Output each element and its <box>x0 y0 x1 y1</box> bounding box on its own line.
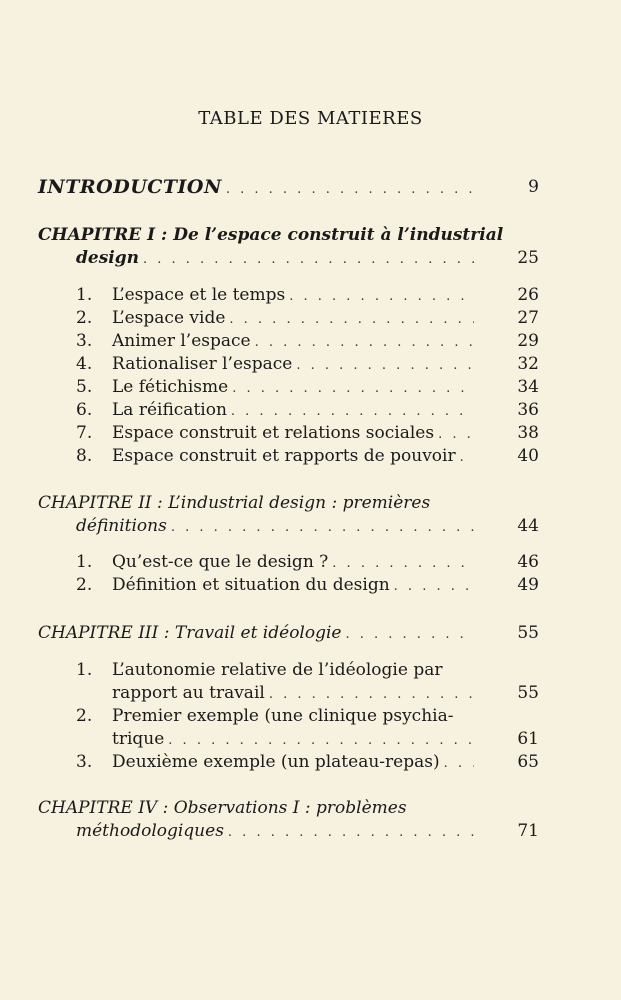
page-number: 29 <box>517 331 539 351</box>
dot-leader <box>255 332 474 354</box>
chapter-3-title <box>38 622 478 646</box>
entry-label: CHAPITRE III : Travail et idéologie <box>38 623 342 643</box>
section-number: 2. <box>76 575 93 595</box>
section-label: Espace construit et rapports de pouvoir <box>112 446 456 466</box>
toc-section-cont <box>112 728 478 752</box>
section-label: La réification <box>112 400 227 420</box>
dot-leader <box>444 753 474 775</box>
dot-leader <box>438 424 474 446</box>
section-number: 4. <box>76 354 93 374</box>
section-number: 6. <box>76 400 93 420</box>
dot-leader <box>168 730 474 752</box>
section-label: Rationaliser l’espace <box>112 354 293 374</box>
section-number: 3. <box>76 331 93 351</box>
toc-section <box>76 307 478 331</box>
dot-leader <box>394 576 474 598</box>
section-number: 3. <box>76 752 93 772</box>
toc-section <box>76 353 478 377</box>
section-label: Deuxième exemple (un plateau-repas) <box>112 752 440 772</box>
toc-section <box>76 659 442 681</box>
section-label: L’autonomie relative de l’idéologie par <box>112 660 443 680</box>
toc-section <box>76 284 478 308</box>
chapter-4-title-line2 <box>76 820 478 844</box>
chapter-1-title-line2 <box>76 247 478 271</box>
dot-leader <box>171 517 474 539</box>
page-number: 65 <box>517 752 539 772</box>
toc-section <box>76 751 478 775</box>
section-number: 1. <box>76 552 93 572</box>
section-label: Premier exemple (une clinique psychia- <box>112 706 454 726</box>
section-number: 2. <box>76 706 93 726</box>
dot-leader <box>229 309 474 331</box>
section-label-cont: trique <box>112 729 165 749</box>
page-number: 34 <box>517 377 539 397</box>
dot-leader <box>460 447 474 469</box>
dot-leader <box>296 355 474 377</box>
page-title: TABLE DES MATIERES <box>198 108 423 129</box>
section-label: L’espace et le temps <box>112 285 286 305</box>
section-label-cont: rapport au travail <box>112 683 265 703</box>
section-number: 2. <box>76 308 93 328</box>
page-number: 38 <box>517 423 539 443</box>
chapter-2-title-line1: CHAPITRE II : L’industrial design : premières <box>38 493 431 513</box>
section-number: 1. <box>76 285 93 305</box>
entry-label: INTRODUCTION <box>38 176 222 198</box>
chapter-4-title-line1: CHAPITRE IV : Observations I : problèmes <box>38 798 407 818</box>
section-number: 8. <box>76 446 93 466</box>
dot-leader <box>232 378 474 400</box>
entry-label: méthodologiques <box>76 821 224 841</box>
toc-section <box>76 705 453 727</box>
page-number: 32 <box>517 354 539 374</box>
toc-section-cont <box>112 682 478 706</box>
chapter-2-title-line2 <box>76 515 478 539</box>
page-number: 9 <box>528 177 539 197</box>
dot-leader <box>228 822 474 844</box>
page-number: 46 <box>517 552 539 572</box>
toc-section <box>76 422 478 446</box>
page-number: 40 <box>517 446 539 466</box>
toc-section <box>76 551 478 575</box>
toc-section <box>76 376 478 400</box>
page-number: 55 <box>517 623 539 643</box>
dot-leader <box>345 624 474 646</box>
chapter-1-title-line1: CHAPITRE I : De l’espace construit à l’industrial <box>38 225 504 245</box>
dot-leader <box>143 249 474 271</box>
section-label: Espace construit et relations sociales <box>112 423 435 443</box>
dot-leader <box>269 684 474 706</box>
toc-section <box>76 399 478 423</box>
section-label: Qu’est-ce que le design ? <box>112 552 329 572</box>
section-number: 5. <box>76 377 93 397</box>
page-number: 26 <box>517 285 539 305</box>
dot-leader <box>332 553 474 575</box>
page-number: 27 <box>517 308 539 328</box>
dot-leader <box>289 286 474 308</box>
page-number: 71 <box>517 821 539 841</box>
entry-label: design <box>76 248 139 268</box>
toc-section <box>76 445 478 469</box>
page-number: 36 <box>517 400 539 420</box>
section-label: Animer l’espace <box>112 331 251 351</box>
toc-entry-introduction <box>38 176 478 201</box>
section-label: Le fétichisme <box>112 377 229 397</box>
page-number: 44 <box>517 516 539 536</box>
section-number: 7. <box>76 423 93 443</box>
page-number: 49 <box>517 575 539 595</box>
page-number: 25 <box>517 248 539 268</box>
page-number: 55 <box>517 683 539 703</box>
section-label: Définition et situation du design <box>112 575 390 595</box>
toc-section <box>76 330 478 354</box>
toc-section <box>76 574 478 598</box>
page-number: 61 <box>517 729 539 749</box>
dot-leader <box>231 401 474 423</box>
section-label: L’espace vide <box>112 308 226 328</box>
entry-label: définitions <box>76 516 167 536</box>
section-number: 1. <box>76 660 93 680</box>
dot-leader <box>226 179 474 201</box>
